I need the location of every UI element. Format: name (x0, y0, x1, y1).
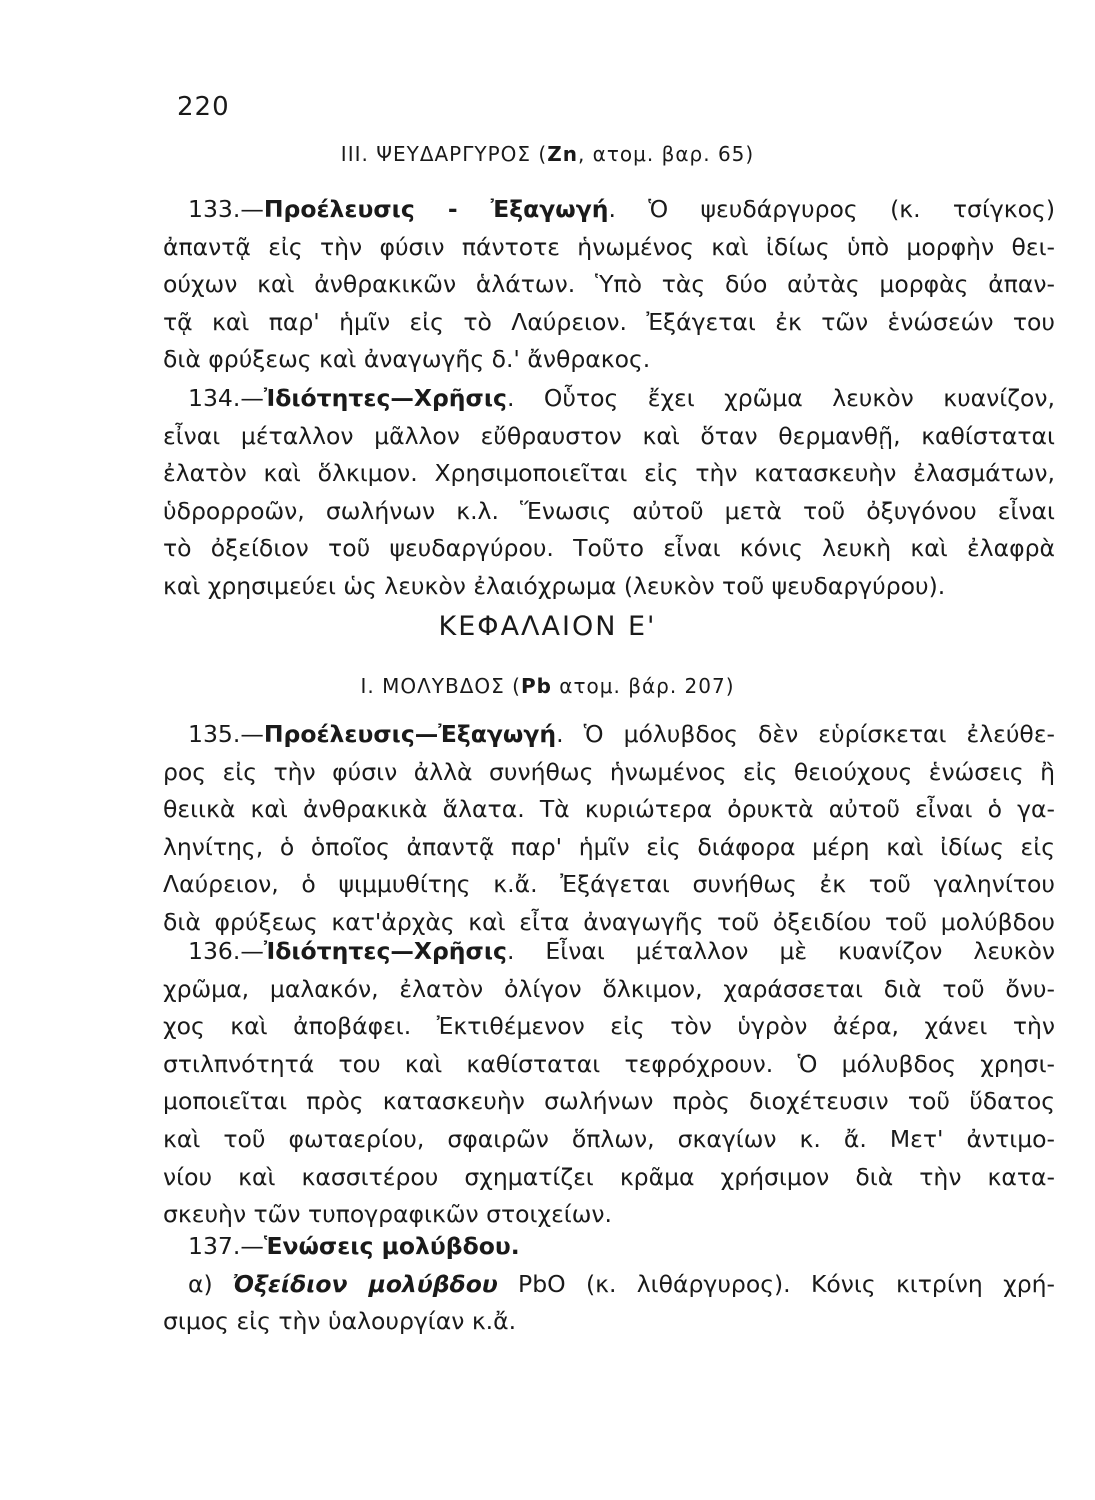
section-title-zinc: III. ΨΕΥΔΑΡΓΥΡΟΣ (Zn, ατομ. βαρ. 65) (340, 142, 755, 166)
paragraph-line: 133.—Προέλευσις - Ἐξαγωγή. Ὁ ψευδάργυρος (κ. τσίγκος) (188, 195, 1055, 223)
paragraph-line: ἀπαντᾷ εἰς τὴν φύσιν πάντοτε ἡνωμένος καὶ ἰδίως ὑπὸ μορφὴν θει- (163, 232, 1055, 261)
section-name: ΜΟΛΥΒΔΟΣ (382, 674, 505, 698)
paragraph-line: θειικὰ καὶ ἀνθρακικὰ ἅλατα. Τὰ κυριώτερα ὀρυκτὰ αὐτοῦ εἶναι ὁ γα- (163, 795, 1055, 824)
paragraph-line: διὰ φρύξεως καὶ ἀναγωγῆς δ.' ἄνθρακος. (163, 345, 651, 374)
element-symbol: Zn (547, 142, 578, 166)
paragraph-135 (163, 716, 1055, 942)
paragraph-133 (163, 191, 1055, 379)
paragraph-heading: Ἑνώσεις μολύβδου. (263, 1232, 520, 1260)
compound-term: Ὀξείδιον μολύβδου (233, 1269, 498, 1298)
paragraph-line: καὶ τοῦ φωταερίου, σφαιρῶν ὅπλων, σκαγίων κ. ἄ. Μετ' ἀντιμο- (163, 1124, 1055, 1153)
paragraph-line: νίου καὶ κασσιτέρου σχηματίζει κρᾶμα χρήσιμον διὰ τὴν κατα- (163, 1162, 1055, 1191)
paragraph-line: 135.—Προέλευσις—Ἐξαγωγή. Ὁ μόλυβδος δὲν εὑρίσκεται ἐλεύθε- (188, 720, 1055, 748)
paragraph-line: σκευὴν τῶν τυπογραφικῶν στοιχείων. (163, 1200, 613, 1229)
paragraph-line: ὑδρορροῶν, σωλήνων κ.λ. Ἕνωσις αὐτοῦ μετὰ τοῦ ὀξυγόνου εἶναι (163, 496, 1055, 525)
paragraph-line: τὸ ὀξείδιον τοῦ ψευδαργύρου. Τοῦτο εἶναι κόνις λευκὴ καὶ ἐλαφρὰ (163, 534, 1055, 563)
paragraph-line: 136.—Ἰδιότητες—Χρῆσις. Εἶναι μέταλλον μὲ κυανίζον λευκὸν (188, 937, 1055, 965)
paragraph-heading: Προέλευσις—Ἐξαγωγή (263, 720, 557, 748)
paragraph-136 (163, 933, 1055, 1234)
paragraph-heading: Προέλευσις - Ἐξαγωγή (263, 195, 609, 223)
paragraph-line: χρῶμα, μαλακόν, ἐλατὸν ὀλίγον ὅλκιμον, χαράσσεται διὰ τοῦ ὄνυ- (163, 974, 1055, 1003)
paragraph-line: σιμος εἰς τὴν ὑαλουργίαν κ.ἄ. (163, 1307, 517, 1336)
paragraph-heading: Ἰδιότητες—Χρῆσις (263, 937, 507, 965)
chapter-title: ΚΕΦΑΛΑΙΟΝ Ε' (438, 611, 657, 642)
page-number: 220 (177, 92, 230, 122)
paragraph-line: ρος εἰς τὴν φύσιν ἀλλὰ συνήθως ἡνωμένος εἰς θειούχους ἑνώσεις ἢ (163, 757, 1055, 786)
atomic-weight: , ατομ. βαρ. 65) (577, 142, 755, 166)
section-roman: I. (360, 674, 375, 698)
paragraph-line: μοποιεῖται πρὸς κατασκευὴν σωλήνων πρὸς διοχέτευσιν τοῦ ὕδατος (163, 1087, 1055, 1116)
section-roman: III. (340, 142, 369, 166)
paragraph-heading: Ἰδιότητες—Χρῆσις (263, 384, 507, 412)
paragraph-line: 134.—Ἰδιότητες—Χρῆσις. Οὗτος ἔχει χρῶμα λευκὸν κυανίζον, (188, 384, 1055, 412)
paragraph-line: χος καὶ ἀποβάφει. Ἐκτιθέμενον εἰς τὸν ὑγρὸν ἀέρα, χάνει τὴν (163, 1012, 1055, 1041)
paragraph-line: στιλπνότητά του καὶ καθίσταται τεφρόχρουν. Ὁ μόλυβδος χρησι- (163, 1049, 1055, 1078)
paragraph-line: διὰ φρύξεως κατ'ἀρχὰς καὶ εἶτα ἀναγωγῆς τοῦ ὀξειδίου τοῦ μολύβδου (163, 907, 1055, 936)
section-name: ΨΕΥΔΑΡΓΥΡΟΣ (376, 142, 532, 166)
paragraph-137 (163, 1228, 1055, 1341)
paragraph-line: ἐλατὸν καὶ ὅλκιμον. Χρησιμοποιεῖται εἰς τὴν κατασκευὴν ἐλασμάτων, (163, 459, 1055, 488)
paragraph-line: εἶναι μέταλλον μᾶλλον εὔθραυστον καὶ ὅταν θερμανθῇ, καθίσταται (163, 421, 1055, 450)
section-title-lead: I. ΜΟΛΥΒΔΟΣ (Pb ατομ. βάρ. 207) (360, 674, 735, 698)
paragraph-line: ληνίτης, ὁ ὁποῖος ἀπαντᾷ παρ' ἡμῖν εἰς διάφορα μέρη καὶ ἰδίως εἰς (163, 832, 1055, 861)
paragraph-line: 137.—Ἑνώσεις μολύβδου. (188, 1232, 520, 1260)
paragraph-134 (163, 380, 1055, 606)
paragraph-line: Λαύρειον, ὁ ψιμμυθίτης κ.ἄ. Ἐξάγεται συνήθως ἐκ τοῦ γαληνίτου (163, 870, 1055, 899)
element-symbol: Pb (520, 674, 552, 698)
atomic-weight: ατομ. βάρ. 207) (551, 674, 735, 698)
paragraph-line: τᾷ καὶ παρ' ἡμῖν εἰς τὸ Λαύρειον. Ἐξάγεται ἐκ τῶν ἑνώσεών του (163, 307, 1055, 336)
paragraph-line: ούχων καὶ ἀνθρακικῶν ἁλάτων. Ὑπὸ τὰς δύο αὐτὰς μορφὰς ἀπαν- (163, 270, 1055, 299)
paragraph-line: καὶ χρησιμεύει ὡς λευκὸν ἐλαιόχρωμα (λευκὸν τοῦ ψευδαργύρου). (163, 571, 946, 600)
list-item-a: α) Ὀξείδιον μολύβδου PbO (κ. λιθάργυρος). Κόνις κιτρίνη χρή- (188, 1269, 1055, 1298)
